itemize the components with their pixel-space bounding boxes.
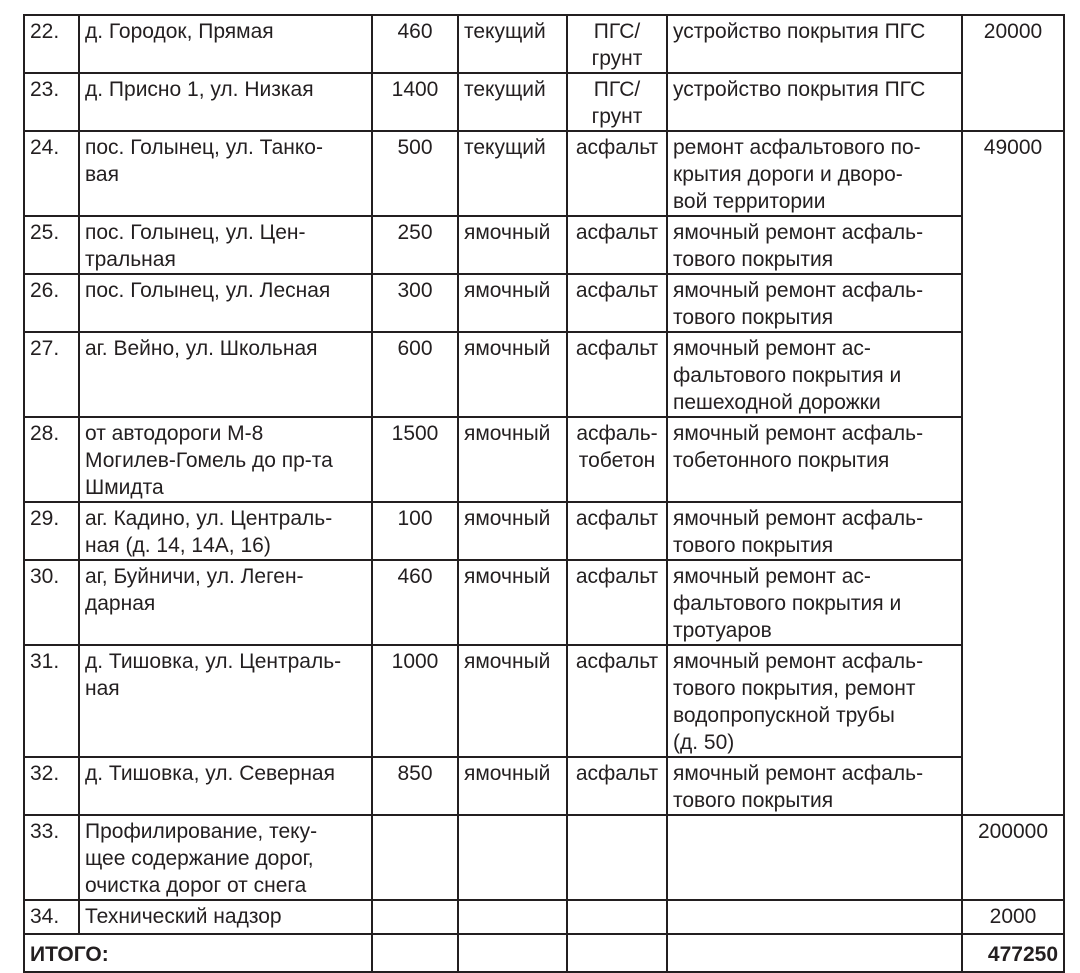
empty-cell <box>458 934 567 972</box>
row-number: 27. <box>24 332 79 417</box>
surface-type <box>567 815 667 900</box>
surface-type: асфальт <box>567 332 667 417</box>
works-description: устройство покрытия ПГС <box>667 15 962 73</box>
road-length: 460 <box>372 560 458 645</box>
surface-type: асфальт <box>567 274 667 332</box>
row-number: 22. <box>24 15 79 73</box>
row-number: 29. <box>24 502 79 560</box>
road-object: д. Присно 1, ул. Низкая <box>79 73 372 131</box>
repair-type <box>458 815 567 900</box>
surface-type: асфальт <box>567 645 667 757</box>
repair-type: ямочный <box>458 502 567 560</box>
road-length: 1500 <box>372 417 458 502</box>
table-row <box>24 332 1064 417</box>
road-object: аг. Вейно, ул. Школьная <box>79 332 372 417</box>
repair-type: ямочный <box>458 216 567 274</box>
surface-type: асфальт <box>567 131 667 216</box>
total-row <box>24 934 1064 972</box>
table-row <box>24 216 1064 274</box>
row-number: 30. <box>24 560 79 645</box>
road-length <box>372 815 458 900</box>
road-length: 600 <box>372 332 458 417</box>
table-row <box>24 757 1064 815</box>
table-row <box>24 502 1064 560</box>
row-number: 34. <box>24 900 79 934</box>
repair-type <box>458 900 567 934</box>
row-number: 23. <box>24 73 79 131</box>
surface-type: асфальт <box>567 560 667 645</box>
table-row <box>24 73 1064 131</box>
surface-type: ПГС/ грунт <box>567 73 667 131</box>
repair-type: текущий <box>458 131 567 216</box>
road-length <box>372 900 458 934</box>
row-number: 33. <box>24 815 79 900</box>
row-number: 32. <box>24 757 79 815</box>
road-object: аг. Кадино, ул. Централь- ная (д. 14, 14А, 16) <box>79 502 372 560</box>
works-description: ямочный ремонт асфаль- тового покрытия <box>667 216 962 274</box>
table-row <box>24 15 1064 73</box>
table-row <box>24 815 1064 900</box>
surface-type: асфальт <box>567 216 667 274</box>
repair-type: ямочный <box>458 645 567 757</box>
road-object: пос. Голынец, ул. Цен- тральная <box>79 216 372 274</box>
road-length: 1400 <box>372 73 458 131</box>
total-value: 477250 <box>962 934 1064 972</box>
surface-type: асфаль- тобетон <box>567 417 667 502</box>
road-length: 850 <box>372 757 458 815</box>
works-description <box>667 900 962 934</box>
group-cost: 49000 <box>962 131 1064 815</box>
empty-cell <box>567 934 667 972</box>
table-row <box>24 900 1064 934</box>
row-number: 25. <box>24 216 79 274</box>
repair-type: ямочный <box>458 332 567 417</box>
row-cost: 200000 <box>962 815 1064 900</box>
repair-type: ямочный <box>458 274 567 332</box>
road-object: Профилирование, теку- щее содержание дорог, очистка дорог от снега <box>79 815 372 900</box>
table-row <box>24 417 1064 502</box>
row-number: 31. <box>24 645 79 757</box>
repair-type: ямочный <box>458 560 567 645</box>
repair-type: ямочный <box>458 417 567 502</box>
works-description: ямочный ремонт ас- фальтового покрытия и тротуаров <box>667 560 962 645</box>
repair-type: текущий <box>458 73 567 131</box>
table-row <box>24 645 1064 757</box>
row-number: 24. <box>24 131 79 216</box>
row-number: 28. <box>24 417 79 502</box>
road-object: д. Городок, Прямая <box>79 15 372 73</box>
empty-cell <box>372 934 458 972</box>
road-length: 300 <box>372 274 458 332</box>
road-object: пос. Голынец, ул. Лесная <box>79 274 372 332</box>
road-object: д. Тишовка, ул. Централь- ная <box>79 645 372 757</box>
surface-type: асфальт <box>567 502 667 560</box>
works-description: ямочный ремонт асфаль- тового покрытия <box>667 274 962 332</box>
row-number: 26. <box>24 274 79 332</box>
table-row <box>24 131 1064 216</box>
road-object: аг, Буйничи, ул. Леген- дарная <box>79 560 372 645</box>
road-length: 100 <box>372 502 458 560</box>
road-length: 1000 <box>372 645 458 757</box>
road-object: пос. Голынец, ул. Танко- вая <box>79 131 372 216</box>
road-repair-table <box>23 14 1065 973</box>
works-description: устройство покрытия ПГС <box>667 73 962 131</box>
total-label: ИТОГО: <box>24 934 372 972</box>
surface-type: асфальт <box>567 757 667 815</box>
row-cost: 2000 <box>962 900 1064 934</box>
works-description: ямочный ремонт асфаль- тового покрытия <box>667 757 962 815</box>
repair-type: текущий <box>458 15 567 73</box>
road-object: д. Тишовка, ул. Северная <box>79 757 372 815</box>
road-length: 460 <box>372 15 458 73</box>
table-row <box>24 560 1064 645</box>
road-length: 500 <box>372 131 458 216</box>
repair-type: ямочный <box>458 757 567 815</box>
works-description: ямочный ремонт асфаль- тобетонного покрытия <box>667 417 962 502</box>
works-description: ямочный ремонт асфаль- тового покрытия <box>667 502 962 560</box>
road-object: Технический надзор <box>79 900 372 934</box>
works-description: ямочный ремонт ас- фальтового покрытия и пешеходной дорожки <box>667 332 962 417</box>
surface-type <box>567 900 667 934</box>
group-cost: 20000 <box>962 15 1064 131</box>
road-length: 250 <box>372 216 458 274</box>
works-description <box>667 815 962 900</box>
empty-cell <box>667 934 962 972</box>
surface-type: ПГС/ грунт <box>567 15 667 73</box>
works-description: ремонт асфальтового по- крытия дороги и дворо- вой территории <box>667 131 962 216</box>
road-object: от автодороги М-8 Могилев-Гомель до пр-та Шмидта <box>79 417 372 502</box>
works-description: ямочный ремонт асфаль- тового покрытия, ремонт водопропускной трубы (д. 50) <box>667 645 962 757</box>
table-row <box>24 274 1064 332</box>
